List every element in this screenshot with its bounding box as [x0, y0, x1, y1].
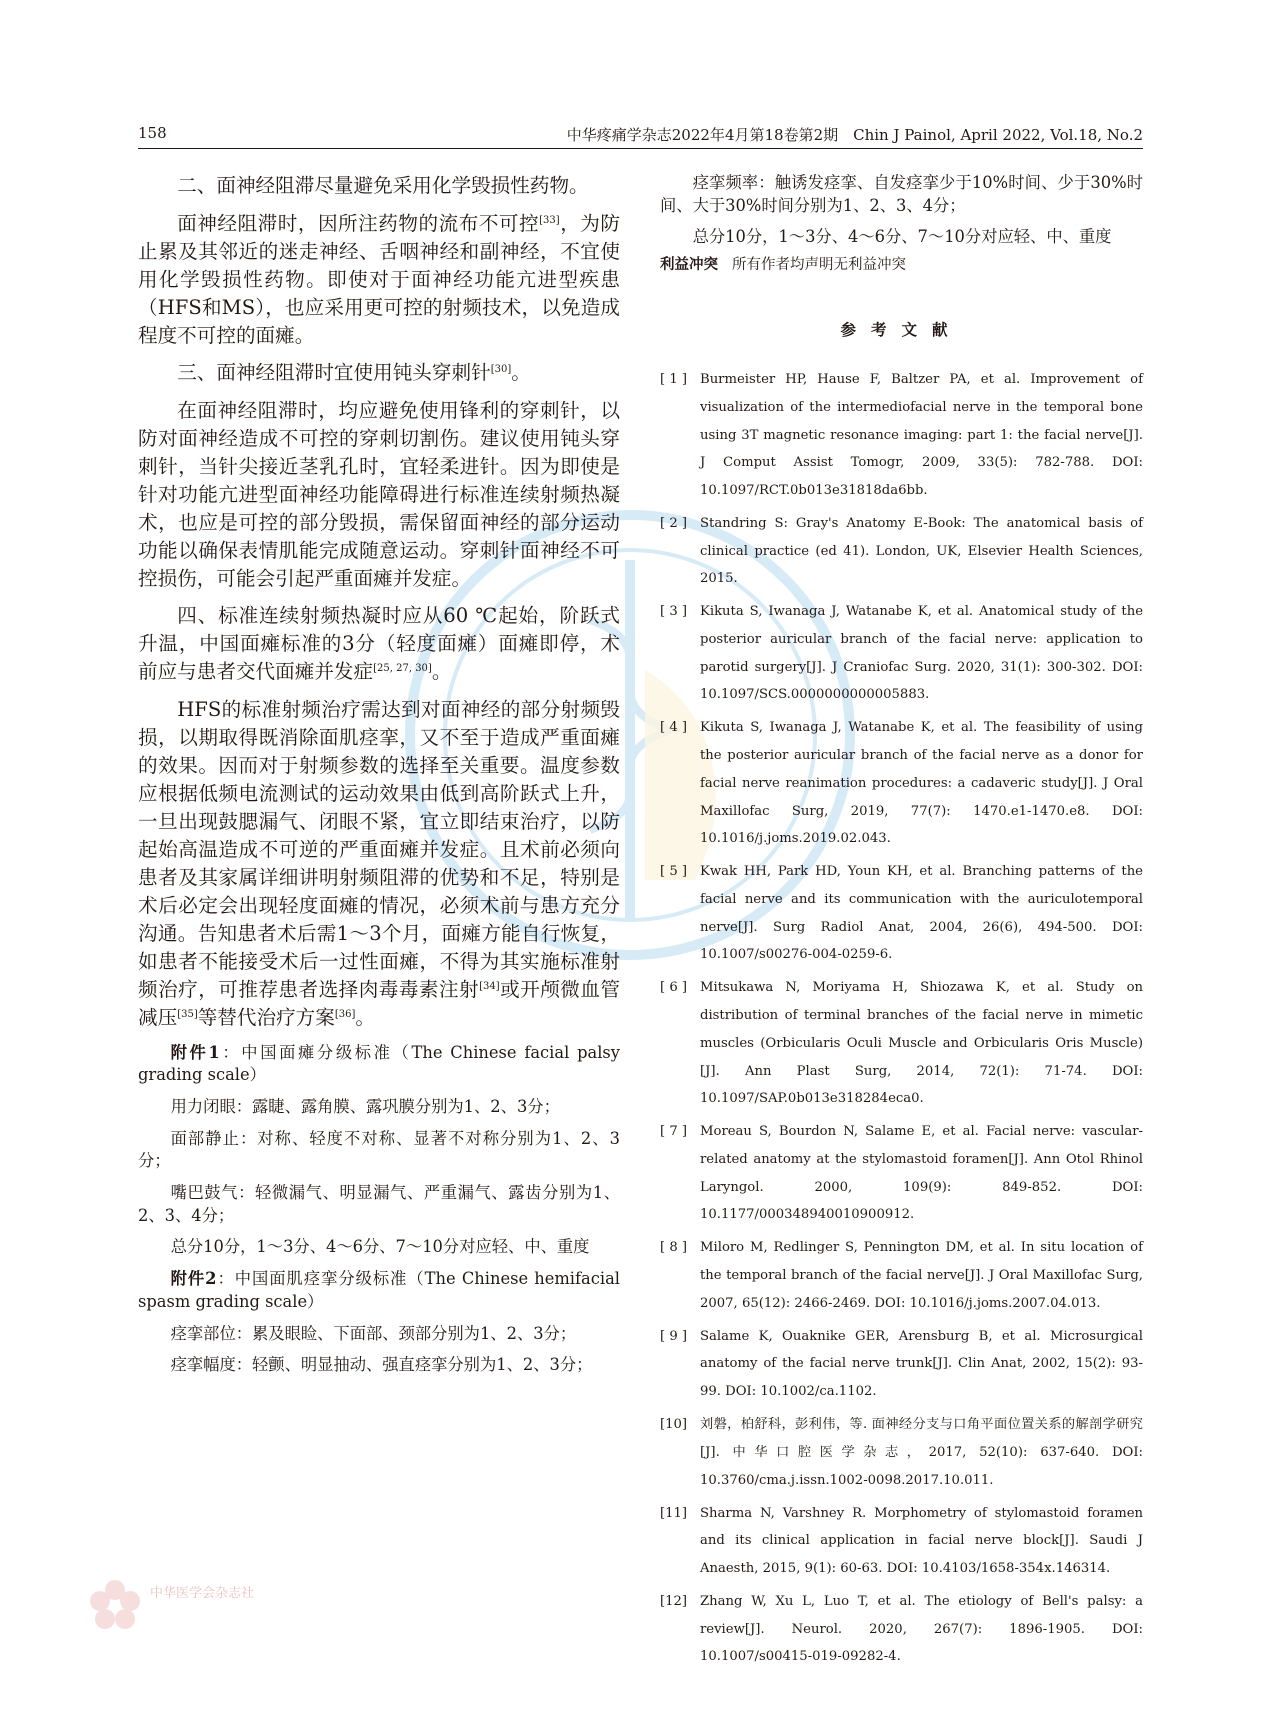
- reference-number: [ 5 ]: [660, 864, 688, 880]
- reference-item: [660, 858, 1143, 969]
- reference-number: [ 6 ]: [660, 980, 688, 996]
- reference-text: Standring S: Gray's Anatomy E-Book: The anatomical basis of clinical practice (ed 41). London, UK, Elsevier Health Sciences, 2015.: [700, 515, 1143, 587]
- citation-marker: [30]: [490, 364, 512, 376]
- reference-text: Burmeister HP, Hause F, Baltzer PA, et al. Improvement of visualization of the intermediofacial nerve in the temporal bone using 3T magnetic resonance imaging: part 1: the facial nerve[J]. J Comput Assist Tomogr, 2009, 33(5): 782-788. DOI: 10.1097/RCT.0b013e31818da6bb.: [700, 372, 1143, 498]
- annex1-item: 嘴巴鼓气：轻微漏气、明显漏气、严重漏气、露齿分别为1、2、3、4分；: [138, 1183, 620, 1225]
- annex2-item: 痉挛部位：累及眼睑、下面部、颈部分别为1、2、3分；: [170, 1323, 577, 1343]
- right-column: [660, 172, 1143, 1676]
- publisher-footer-mark: 中华医学会杂志社: [150, 1586, 255, 1601]
- reference-number: [ 2 ]: [660, 515, 688, 531]
- body-paragraph: 在面神经阻滞时，均应避免使用锋利的穿刺针，以防对面神经造成不可控的穿刺切割伤。建议使用钝头穿刺针，当针尖接近茎乳孔时，宜轻柔进针。因为即使是针对功能亢进型面神经功能障碍进行标准连续射频热凝术，也应是可控的部分毁损，需保留面神经的部分运动功能以确保表情肌能完成随意运动。穿刺针面神经不可控损伤，可能会引起严重面瘫并发症。: [138, 398, 620, 590]
- reference-item: [660, 510, 1143, 593]
- reference-item: [660, 714, 1143, 853]
- header-rule: [138, 148, 1143, 149]
- reference-number: [ 7 ]: [660, 1124, 688, 1140]
- reference-number: [11]: [660, 1505, 688, 1521]
- reference-number: [ 3 ]: [660, 604, 688, 620]
- citation-marker: [25, 27, 30]: [373, 663, 432, 675]
- references-title: 参考文献: [840, 321, 963, 340]
- reference-item: [660, 1323, 1143, 1406]
- annex1-item: 总分10分，1～3分、4～6分、7～10分对应轻、中、重度: [170, 1237, 590, 1257]
- reference-text: Kwak HH, Park HD, Youn KH, et al. Branching patterns of the facial nerve and its communication with the auriculotemporal nerve[J]. Surg Radiol Anat, 2004, 26(6), 494-500. DOI: 10.1007/s00276-004-0259-6.: [700, 864, 1143, 963]
- reference-item: [660, 974, 1143, 1113]
- citation-marker: [34]: [479, 980, 500, 992]
- annex2-item: 痉挛幅度：轻颤、明显抽动、强直痉挛分别为1、2、3分；: [170, 1355, 593, 1375]
- annex2-title-text: ：中国面肌痉挛分级标准（The Chinese hemifacial spasm grading scale）: [138, 1269, 620, 1311]
- annex1-item: 用力闭眼：露睫、露角膜、露巩膜分别为1、2、3分；: [170, 1096, 560, 1116]
- reference-number: [ 9 ]: [660, 1328, 688, 1344]
- reference-item: [660, 1411, 1143, 1494]
- conflict-label: 利益冲突: [660, 257, 718, 274]
- annex2-item: 总分10分，1～3分、4～6分、7～10分对应轻、中、重度: [692, 227, 1112, 247]
- reference-text: Moreau S, Bourdon N, Salame E, et al. Facial nerve: vascular-related anatomy at the stylomastoid foramen[J]. Ann Otol Rhinol Laryngol. 2000, 109(9): 849-852. DOI: 10.1177/000348940010900912.: [700, 1124, 1143, 1223]
- reference-text: Mitsukawa N, Moriyama H, Shiozawa K, et al. Study on distribution of terminal branches of the facial nerve in mimetic muscles (Orbicularis Oculi Muscle and Orbicularis Oris Muscle)[J]. Ann Plast Surg, 2014, 72(1): 71-74. DOI: 10.1097/SAP.0b013e318284eca0.: [700, 980, 1143, 1107]
- section-heading-3: 三、面神经阻滞时宜使用钝头穿刺针[30]。: [177, 361, 531, 385]
- reference-text: Salame K, Ouaknike GER, Arensburg B, et al. Microsurgical anatomy of the facial nerve trunk[J]. Clin Anat, 2002, 15(2): 93-99. DOI: 10.1002/ca.1102.: [700, 1328, 1143, 1400]
- reference-item: [660, 1500, 1143, 1583]
- body-paragraph: HFS的标准射频治疗需达到对面神经的部分射频毁损，以期取得既消除面肌痉挛，又不至于造成严重面瘫的效果。因而对于射频参数的选择至关重要。温度参数应根据低频电流测试的运动效果由低到高阶跃式上升，一旦出现鼓腮漏气、闭眼不紧，宜立即结束治疗，以防起始高温造成不可逆的严重面瘫并发症。且术前必须向患者及其家属详细讲明射频阻滞的优势和不足，特别是术后必定会出现轻度面瘫的情况，必须术前与患方充分沟通。告知患者术后需1～3个月，面瘫方能自行恢复，如患者不能接受术后一过性面瘫，不得为其实施标准射频治疗，可推荐患者选择肉毒毒素注射[34]或开颅微血管减压[35]等替代治疗方案[36]。: [138, 697, 621, 1029]
- reference-text: 刘磐，柏舒科，彭利伟，等. 面神经分支与口角平面位置关系的解剖学研究[J]. 中华口腔医学杂志，2017, 52(10): 637-640. DOI: 10.3760/cma.j.issn.1002-0098.2017.10.011.: [700, 1417, 1143, 1488]
- annex2-title: [138, 1268, 620, 1313]
- body-paragraph: 面神经阻滞时，因所注药物的流布不可控[33]，为防止累及其邻近的迷走神经、舌咽神经和副神经，不宜使用化学毁损性药物。即使对于面神经功能亢进型疾患（HFS和MS），也应采用更可控的射频技术，以免造成程度不可控的面瘫。: [138, 211, 621, 347]
- reference-number: [ 4 ]: [660, 720, 688, 736]
- annex1-label: 附件1: [170, 1042, 220, 1062]
- citation-marker: [35]: [177, 1008, 198, 1020]
- annex1-item: 面部静止：对称、轻度不对称、显著不对称分别为1、2、3分；: [138, 1128, 620, 1171]
- citation-marker: [33]: [539, 214, 560, 226]
- reference-text: Zhang W, Xu L, Luo T, et al. The etiology of Bell's palsy: a review[J]. Neurol. 2020, 267(7): 1896-1905. DOI: 10.1007/s00415-019-09282-4.: [700, 1593, 1143, 1665]
- reference-item: [660, 598, 1143, 709]
- left-column: [138, 172, 620, 1386]
- annex2-label: 附件2: [170, 1269, 217, 1289]
- conflict-text: 所有作者均声明无利益冲突: [732, 257, 906, 274]
- reference-number: [10]: [660, 1417, 688, 1433]
- reference-number: [ 1 ]: [660, 372, 688, 388]
- annex1-title: [138, 1042, 620, 1087]
- reference-item: [660, 1234, 1143, 1317]
- reference-item: [660, 1118, 1143, 1229]
- reference-number: [ 8 ]: [660, 1240, 688, 1256]
- reference-text: Kikuta S, Iwanaga J, Watanabe K, et al. The feasibility of using the posterior auricular branch of the facial nerve as a donor for facial nerve reanimation procedures: a cadaveric study[J]. J Oral Maxillofac Surg, 2019, 77(7): 1470.e1-1470.e8. DOI: 10.1016/j.joms.2019.02.043.: [700, 720, 1143, 847]
- citation-marker: [36]: [334, 1008, 356, 1020]
- reference-number: [12]: [660, 1593, 688, 1609]
- reference-item: [660, 1588, 1143, 1671]
- reference-list: [660, 366, 1143, 1671]
- reference-text: Sharma N, Varshney R. Morphometry of stylomastoid foramen and its clinical application in facial nerve block[J]. Saudi J Anaesth, 2015, 9(1): 60-63. DOI: 10.4103/1658-354x.146314.: [700, 1505, 1143, 1576]
- publisher-flower-logo: [85, 1576, 145, 1636]
- reference-item: [660, 366, 1143, 505]
- reference-text: Kikuta S, Iwanaga J, Watanabe K, et al. Anatomical study of the posterior auricular branch of the facial nerve: application to parotid surgery[J]. J Craniofac Surg. 2020, 31(1): 300-302. DOI: 10.1097/SCS.0000000000005883.: [700, 604, 1143, 703]
- page-number: 158: [138, 124, 167, 142]
- section-heading-2: 二、面神经阻滞尽量避免采用化学毁损性药物。: [177, 174, 589, 197]
- annex1-title-text: ：中国面瘫分级标准（The Chinese facial palsy grading scale）: [138, 1042, 620, 1085]
- running-head: 中华疼痛学杂志2022年4月第18卷第2期 Chin J Painol, April 2022, Vol.18, No.2: [566, 126, 1143, 144]
- conflict-of-interest: [660, 254, 1143, 276]
- reference-text: Miloro M, Redlinger S, Pennington DM, et al. In situ location of the temporal branch of the facial nerve[J]. J Oral Maxillofac Surg, 2007, 65(12): 2466-2469. DOI: 10.1016/j.joms.2007.04.013.: [700, 1240, 1143, 1311]
- annex2-item: 痉挛频率：触诱发痉挛、自发痉挛少于10%时间、少于30%时间、大于30%时间分别为1、2、3、4分；: [660, 173, 1143, 215]
- section-heading-4: 四、标准连续射频热凝时应从60 ℃起始，阶跃式升温，中国面瘫标准的3分（轻度面瘫）面瘫即停，术前应与患者交代面瘫并发症[25, 27, 30]。: [138, 604, 620, 684]
